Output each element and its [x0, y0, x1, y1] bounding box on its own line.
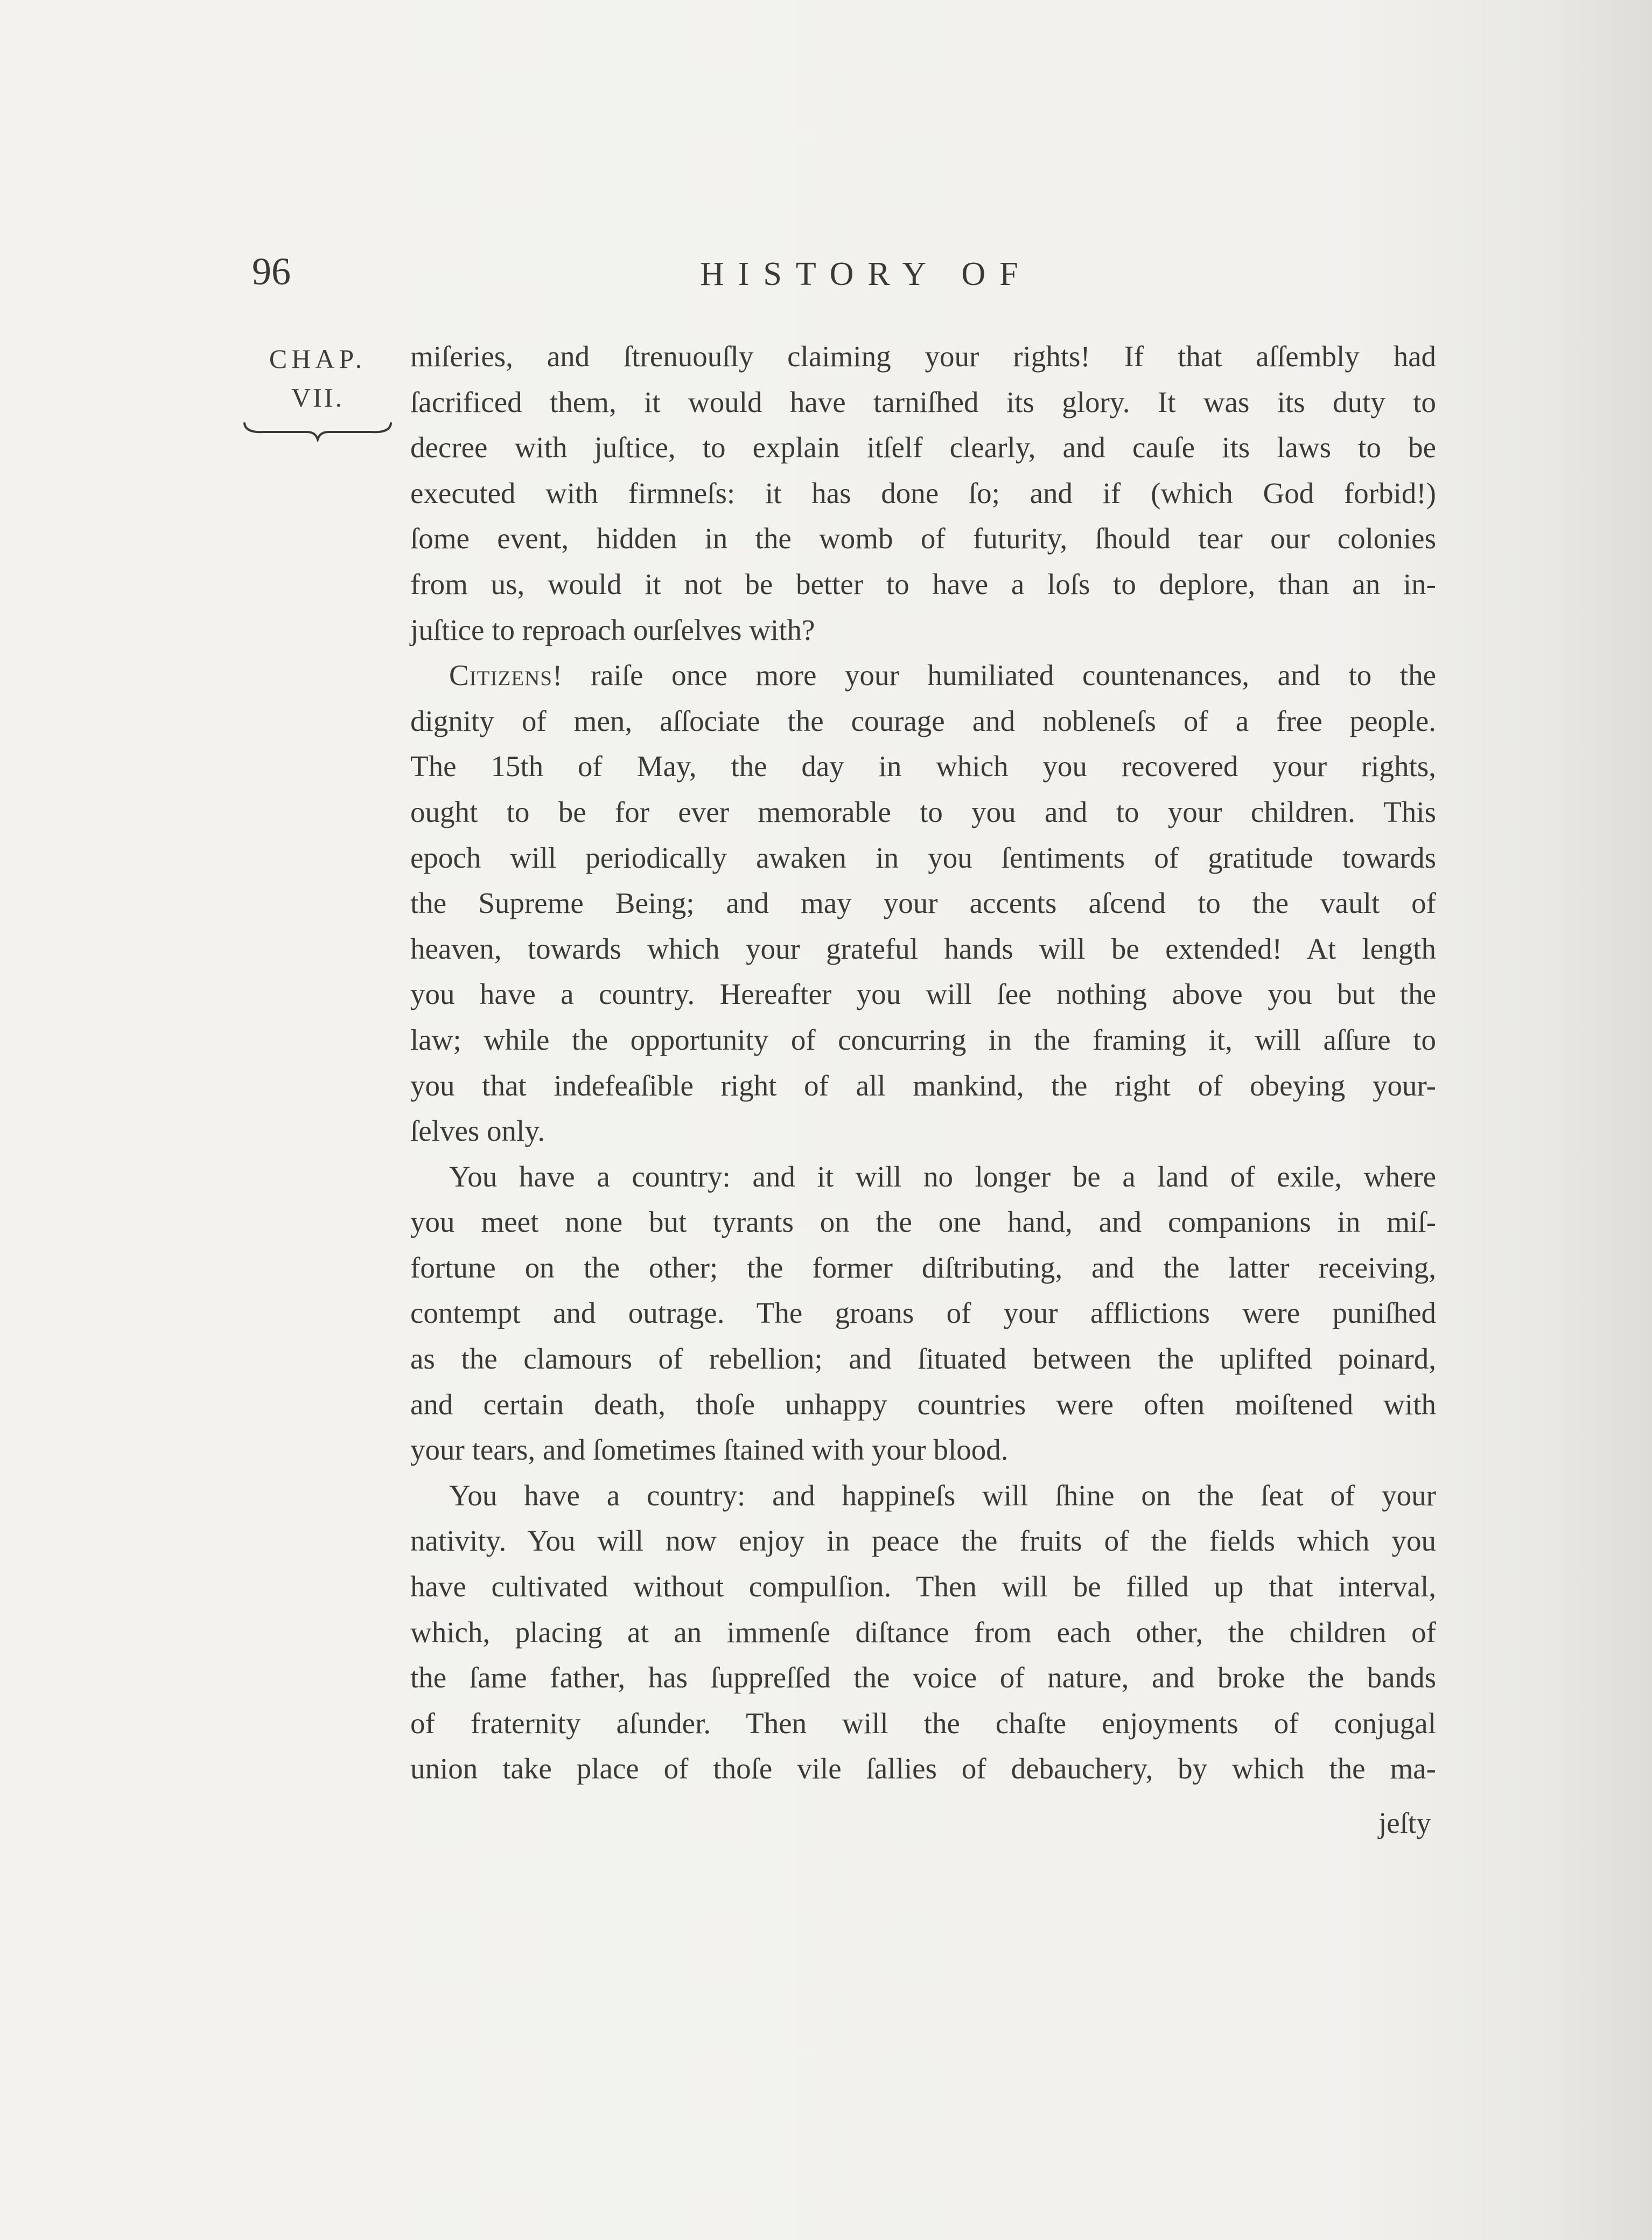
chapter-number: VII.	[291, 382, 344, 413]
text-line: ſelves only.	[410, 1114, 545, 1148]
text-line: you have a country. Hereafter you will ſee nothing above you but the	[410, 978, 1436, 1011]
text-line: your tears, and ſometimes ſtained with your blood.	[410, 1433, 1009, 1467]
text-line: union take place of thoſe vile ſallies of debauchery, by which the ma-	[410, 1752, 1436, 1785]
body-text	[410, 334, 1436, 1792]
text-line: you that indefeaſible right of all mankind, the right of obeying your-	[410, 1069, 1436, 1102]
text-line: as the clamours of rebellion; and ſituated between the uplifted poinard,	[410, 1342, 1436, 1376]
page-number: 96	[252, 250, 291, 293]
text-line: and certain death, thoſe unhappy countries were often moiſtened with	[410, 1387, 1436, 1421]
text-line: decree with juſtice, to explain itſelf clearly, and cauſe its laws to be	[410, 431, 1436, 464]
text-line: Citizens! raiſe once more your humiliated countenances, and to the	[449, 659, 1436, 692]
brace-ornament-icon	[242, 420, 393, 442]
catchword: jeſty	[1378, 1806, 1431, 1839]
text-line: ſacrificed them, it would have tarniſhed its glory. It was its duty to	[410, 385, 1436, 418]
text-line: executed with firmneſs: it has done ſo; and if (which God forbid!)	[410, 476, 1436, 510]
text-line: You have a country: and it will no longer be a land of exile, where	[449, 1160, 1436, 1193]
running-head: HISTORY OF	[700, 256, 1032, 292]
text-line: dignity of men, aſſociate the courage and nobleneſs of a free people.	[410, 704, 1436, 737]
text-line: heaven, towards which your grateful hands will be extended! At length	[410, 932, 1436, 965]
chapter-side-note	[237, 339, 398, 442]
text-line: ought to be for ever memorable to you and to your children. This	[410, 795, 1436, 828]
text-line: fortune on the other; the former diſtributing, and the latter receiving,	[410, 1251, 1436, 1284]
text-line: the Supreme Being; and may your accents aſcend to the vault of	[410, 887, 1436, 920]
text-line: you meet none but tyrants on the one hand, and companions in miſ-	[410, 1205, 1436, 1239]
text-line: epoch will periodically awaken in you ſentiments of gratitude towards	[410, 841, 1436, 874]
text-line: juſtice to reproach ourſelves with?	[410, 613, 815, 646]
text-line: ſome event, hidden in the womb of futurity, ſhould tear our colonies	[410, 522, 1436, 555]
text-line: law; while the opportunity of concurring in the framing it, will aſſure to	[410, 1023, 1436, 1056]
text-line: nativity. You will now enjoy in peace the fruits of the fields which you	[410, 1524, 1436, 1558]
text-line: The 15th of May, the day in which you recovered your rights,	[410, 750, 1436, 783]
text-line: You have a country: and happineſs will ſhine on the ſeat of your	[449, 1478, 1436, 1512]
text-line: which, placing at an immenſe diſtance from each other, the children of	[410, 1615, 1436, 1649]
text-line: contempt and outrage. The groans of your afflictions were puniſhed	[410, 1296, 1436, 1330]
text-line: miſeries, and ſtrenuouſly claiming your rights! If that aſſembly had	[410, 340, 1436, 373]
text-line: of fraternity aſunder. Then will the chaſte enjoyments of conjugal	[410, 1706, 1436, 1740]
text-line: have cultivated without compulſion. Then will be filled up that interval,	[410, 1570, 1436, 1603]
text-line: from us, would it not be better to have a loſs to deplore, than an in-	[410, 567, 1436, 601]
text-line: the ſame father, has ſuppreſſed the voice of nature, and broke the bands	[410, 1661, 1436, 1694]
chapter-label: CHAP.	[269, 344, 367, 374]
